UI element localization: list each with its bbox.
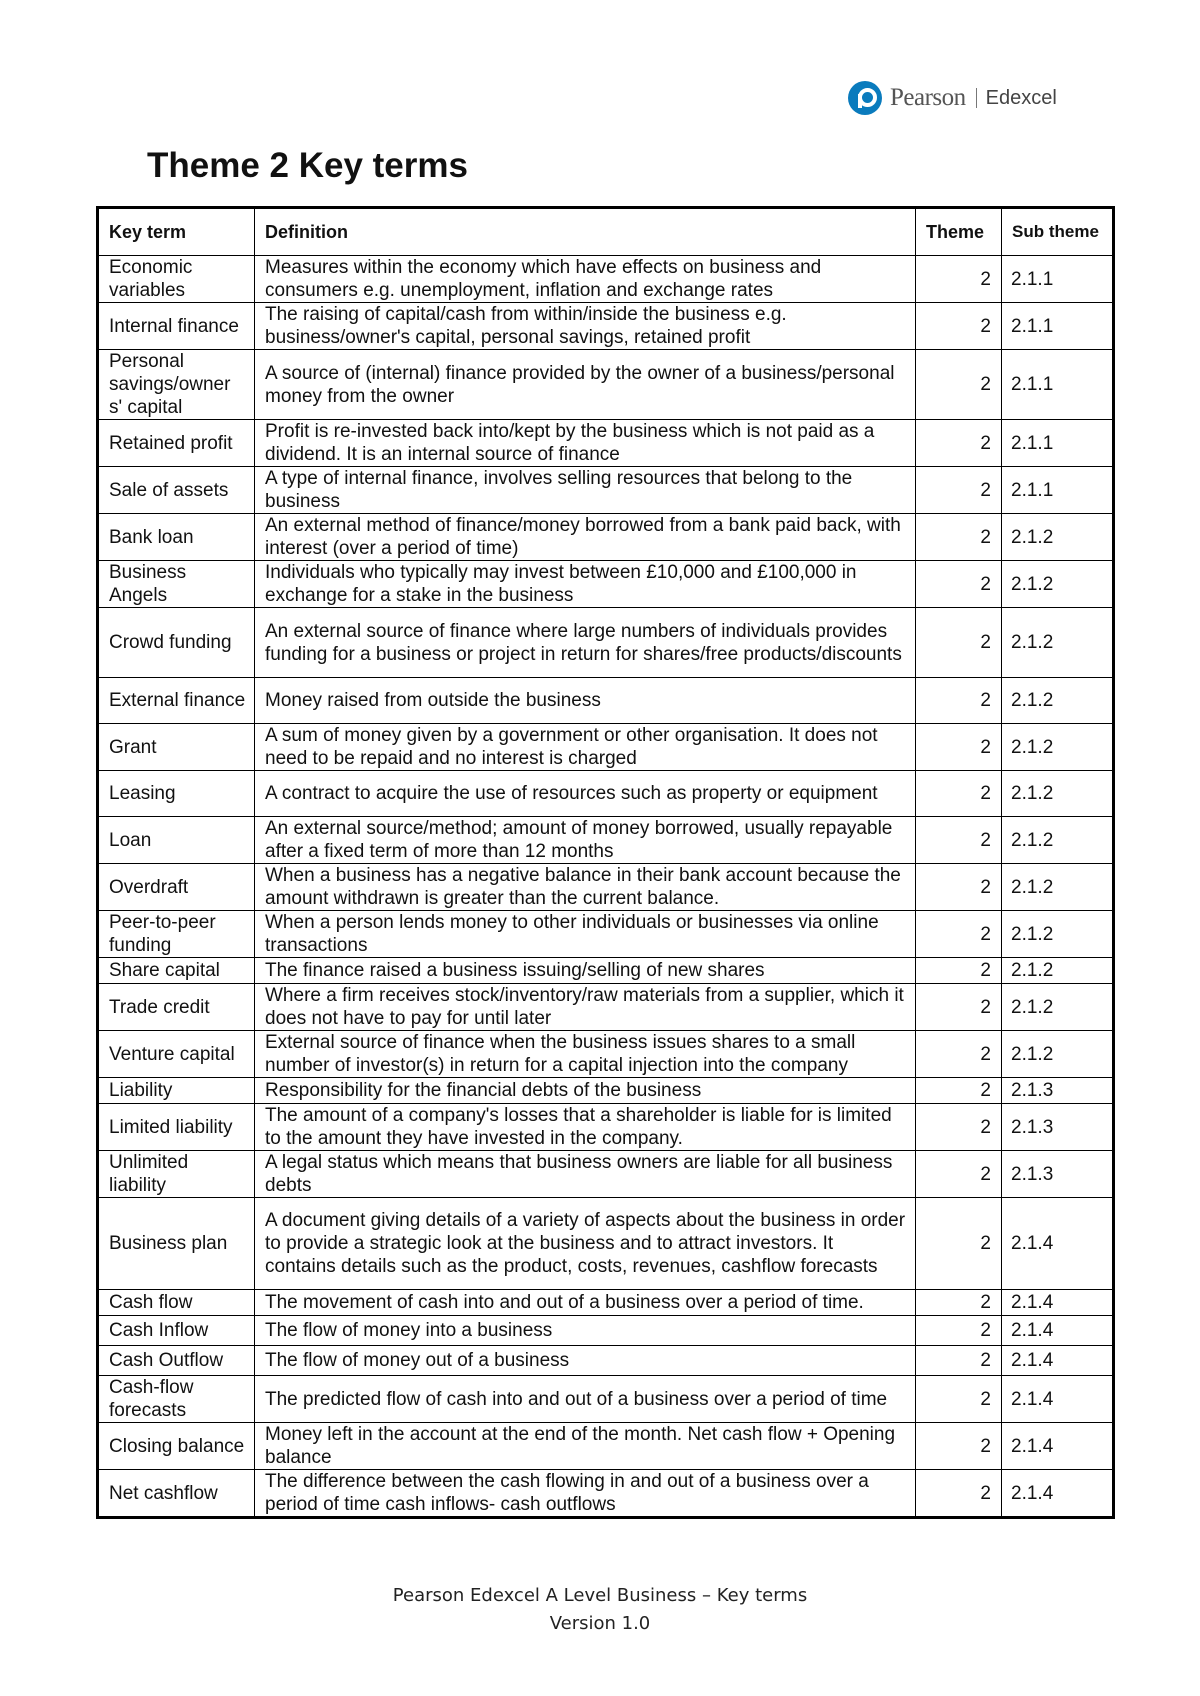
sub-theme-cell: 2.1.2 (1002, 817, 1114, 864)
key-term-cell: Peer-to-peer funding (98, 911, 255, 958)
theme-cell: 2 (916, 864, 1002, 911)
sub-theme-cell: 2.1.2 (1002, 864, 1114, 911)
table-row (98, 771, 1114, 817)
table-row (98, 1151, 1114, 1198)
key-term-cell: Sale of assets (98, 467, 255, 514)
sub-theme-cell: 2.1.2 (1002, 958, 1114, 984)
sub-theme-cell: 2.1.2 (1002, 561, 1114, 608)
table-row (98, 1078, 1114, 1104)
definition-cell: Responsibility for the financial debts of the business (255, 1078, 916, 1104)
key-term-cell: Retained profit (98, 420, 255, 467)
table-row (98, 256, 1114, 303)
sub-theme-cell: 2.1.1 (1002, 350, 1114, 420)
table-row (98, 678, 1114, 724)
definition-cell: An external source/method; amount of money borrowed, usually repayable after a fixed term of more than 12 months (255, 817, 916, 864)
sub-theme-cell: 2.1.2 (1002, 678, 1114, 724)
sub-theme-cell: 2.1.4 (1002, 1376, 1114, 1423)
key-term-cell: Business Angels (98, 561, 255, 608)
theme-cell: 2 (916, 1104, 1002, 1151)
sub-theme-cell: 2.1.2 (1002, 724, 1114, 771)
key-term-cell: Net cashflow (98, 1470, 255, 1518)
key-term-cell: External finance (98, 678, 255, 724)
theme-cell: 2 (916, 678, 1002, 724)
theme-cell: 2 (916, 1151, 1002, 1198)
key-term-cell: Cash-flow forecasts (98, 1376, 255, 1423)
sub-theme-cell: 2.1.3 (1002, 1104, 1114, 1151)
theme-cell: 2 (916, 1423, 1002, 1470)
sub-theme-cell: 2.1.1 (1002, 420, 1114, 467)
theme-cell: 2 (916, 561, 1002, 608)
theme-cell: 2 (916, 911, 1002, 958)
sub-theme-cell: 2.1.2 (1002, 1031, 1114, 1078)
definition-cell: An external source of finance where large numbers of individuals provides funding for a business or project in return for shares/free products/discounts (255, 608, 916, 678)
sub-theme-cell: 2.1.3 (1002, 1078, 1114, 1104)
sub-theme-cell: 2.1.4 (1002, 1346, 1114, 1376)
key-term-cell: Grant (98, 724, 255, 771)
key-term-cell: Economic variables (98, 256, 255, 303)
key-term-cell: Venture capital (98, 1031, 255, 1078)
table-row (98, 724, 1114, 771)
key-term-cell: Liability (98, 1078, 255, 1104)
theme-cell: 2 (916, 817, 1002, 864)
table-row (98, 1198, 1114, 1290)
brand-name: Pearson (890, 84, 966, 111)
definition-cell: An external method of finance/money borrowed from a bank paid back, with interest (over a period of time) (255, 514, 916, 561)
header-definition: Definition (255, 208, 916, 256)
key-term-cell: Share capital (98, 958, 255, 984)
sub-theme-cell: 2.1.4 (1002, 1290, 1114, 1316)
key-term-cell: Cash Inflow (98, 1316, 255, 1346)
definition-cell: Measures within the economy which have effects on business and consumers e.g. unemployment, inflation and exchange rates (255, 256, 916, 303)
definition-cell: The difference between the cash flowing in and out of a business over a period of time cash inflows- cash outflows (255, 1470, 916, 1518)
sub-theme-cell: 2.1.2 (1002, 608, 1114, 678)
pearson-edexcel-logo (848, 78, 1057, 118)
pearson-logo-icon (848, 81, 882, 115)
definition-cell: The flow of money into a business (255, 1316, 916, 1346)
theme-cell: 2 (916, 350, 1002, 420)
definition-cell: The raising of capital/cash from within/inside the business e.g. business/owner's capital, personal savings, retained profit (255, 303, 916, 350)
key-term-cell: Overdraft (98, 864, 255, 911)
theme-cell: 2 (916, 724, 1002, 771)
theme-cell: 2 (916, 771, 1002, 817)
header-sub-theme: Sub theme (1002, 208, 1114, 256)
page-title: Theme 2 Key terms (147, 146, 468, 185)
key-term-cell: Unlimited liability (98, 1151, 255, 1198)
definition-cell: Money raised from outside the business (255, 678, 916, 724)
key-terms-table (96, 206, 1115, 1519)
table-row (98, 958, 1114, 984)
sub-theme-cell: 2.1.2 (1002, 771, 1114, 817)
table-row (98, 1470, 1114, 1518)
key-term-cell: Loan (98, 817, 255, 864)
definition-cell: The amount of a company's losses that a shareholder is liable for is limited to the amount they have invested in the company. (255, 1104, 916, 1151)
definition-cell: The predicted flow of cash into and out of a business over a period of time (255, 1376, 916, 1423)
table-row (98, 514, 1114, 561)
key-term-cell: Crowd funding (98, 608, 255, 678)
table-row (98, 984, 1114, 1031)
table-row (98, 864, 1114, 911)
definition-cell: A legal status which means that business owners are liable for all business debts (255, 1151, 916, 1198)
sub-theme-cell: 2.1.4 (1002, 1470, 1114, 1518)
key-term-cell: Trade credit (98, 984, 255, 1031)
table-row (98, 1423, 1114, 1470)
key-term-cell: Bank loan (98, 514, 255, 561)
theme-cell: 2 (916, 1290, 1002, 1316)
sub-theme-cell: 2.1.2 (1002, 911, 1114, 958)
definition-cell: The flow of money out of a business (255, 1346, 916, 1376)
sub-theme-cell: 2.1.1 (1002, 256, 1114, 303)
definition-cell: Individuals who typically may invest between £10,000 and £100,000 in exchange for a stake in the business (255, 561, 916, 608)
theme-cell: 2 (916, 1346, 1002, 1376)
table-row (98, 1346, 1114, 1376)
sub-theme-cell: 2.1.4 (1002, 1316, 1114, 1346)
key-term-cell: Personal savings/owner s' capital (98, 350, 255, 420)
table-row (98, 1316, 1114, 1346)
theme-cell: 2 (916, 1078, 1002, 1104)
definition-cell: A contract to acquire the use of resources such as property or equipment (255, 771, 916, 817)
theme-cell: 2 (916, 608, 1002, 678)
theme-cell: 2 (916, 514, 1002, 561)
sub-theme-cell: 2.1.2 (1002, 984, 1114, 1031)
footer-line-1: Pearson Edexcel A Level Business – Key terms (392, 1585, 808, 1606)
definition-cell: When a business has a negative balance in their bank account because the amount withdrawn is greater than the current balance. (255, 864, 916, 911)
theme-cell: 2 (916, 303, 1002, 350)
definition-cell: A type of internal finance, involves selling resources that belong to the business (255, 467, 916, 514)
header-key-term: Key term (98, 208, 255, 256)
logo-divider (976, 88, 977, 108)
table-row (98, 1104, 1114, 1151)
key-term-cell: Limited liability (98, 1104, 255, 1151)
sub-theme-cell: 2.1.3 (1002, 1151, 1114, 1198)
theme-cell: 2 (916, 420, 1002, 467)
key-term-cell: Cash Outflow (98, 1346, 255, 1376)
key-term-cell: Business plan (98, 1198, 255, 1290)
definition-cell: External source of finance when the business issues shares to a small number of investor(s) in return for a capital injection into the company (255, 1031, 916, 1078)
sub-theme-cell: 2.1.4 (1002, 1198, 1114, 1290)
table-row (98, 1376, 1114, 1423)
table-row (98, 467, 1114, 514)
definition-cell: Where a firm receives stock/inventory/raw materials from a supplier, which it does not have to pay for until later (255, 984, 916, 1031)
table-row (98, 817, 1114, 864)
table-body (98, 256, 1114, 1518)
theme-cell: 2 (916, 467, 1002, 514)
table-row (98, 1290, 1114, 1316)
key-term-cell: Internal finance (98, 303, 255, 350)
table-row (98, 1031, 1114, 1078)
header-theme: Theme (916, 208, 1002, 256)
theme-cell: 2 (916, 256, 1002, 303)
definition-cell: When a person lends money to other individuals or businesses via online transactions (255, 911, 916, 958)
theme-cell: 2 (916, 984, 1002, 1031)
theme-cell: 2 (916, 1198, 1002, 1290)
sub-theme-cell: 2.1.2 (1002, 514, 1114, 561)
theme-cell: 2 (916, 958, 1002, 984)
theme-cell: 2 (916, 1376, 1002, 1423)
definition-cell: The finance raised a business issuing/selling of new shares (255, 958, 916, 984)
key-term-cell: Cash flow (98, 1290, 255, 1316)
definition-cell: Profit is re-invested back into/kept by the business which is not paid as a dividend. It is an internal source of finance (255, 420, 916, 467)
theme-cell: 2 (916, 1316, 1002, 1346)
table-row (98, 303, 1114, 350)
table-row (98, 608, 1114, 678)
key-term-cell: Leasing (98, 771, 255, 817)
table-row (98, 561, 1114, 608)
table-row (98, 350, 1114, 420)
brand-sub: Edexcel (985, 86, 1057, 109)
definition-cell: A source of (internal) finance provided by the owner of a business/personal money from the owner (255, 350, 916, 420)
definition-cell: The movement of cash into and out of a business over a period of time. (255, 1290, 916, 1316)
definition-cell: A document giving details of a variety of aspects about the business in order to provide a strategic look at the business and to attract investors. It contains details such as the product, costs, revenues, cashflow forecasts (255, 1198, 916, 1290)
table-row (98, 420, 1114, 467)
sub-theme-cell: 2.1.1 (1002, 467, 1114, 514)
table-header-row (98, 208, 1114, 256)
sub-theme-cell: 2.1.4 (1002, 1423, 1114, 1470)
definition-cell: Money left in the account at the end of the month. Net cash flow + Opening balance (255, 1423, 916, 1470)
definition-cell: A sum of money given by a government or other organisation. It does not need to be repaid and no interest is charged (255, 724, 916, 771)
table-row (98, 911, 1114, 958)
sub-theme-cell: 2.1.1 (1002, 303, 1114, 350)
theme-cell: 2 (916, 1470, 1002, 1518)
key-term-cell: Closing balance (98, 1423, 255, 1470)
theme-cell: 2 (916, 1031, 1002, 1078)
footer-line-2: Version 1.0 (549, 1613, 651, 1634)
